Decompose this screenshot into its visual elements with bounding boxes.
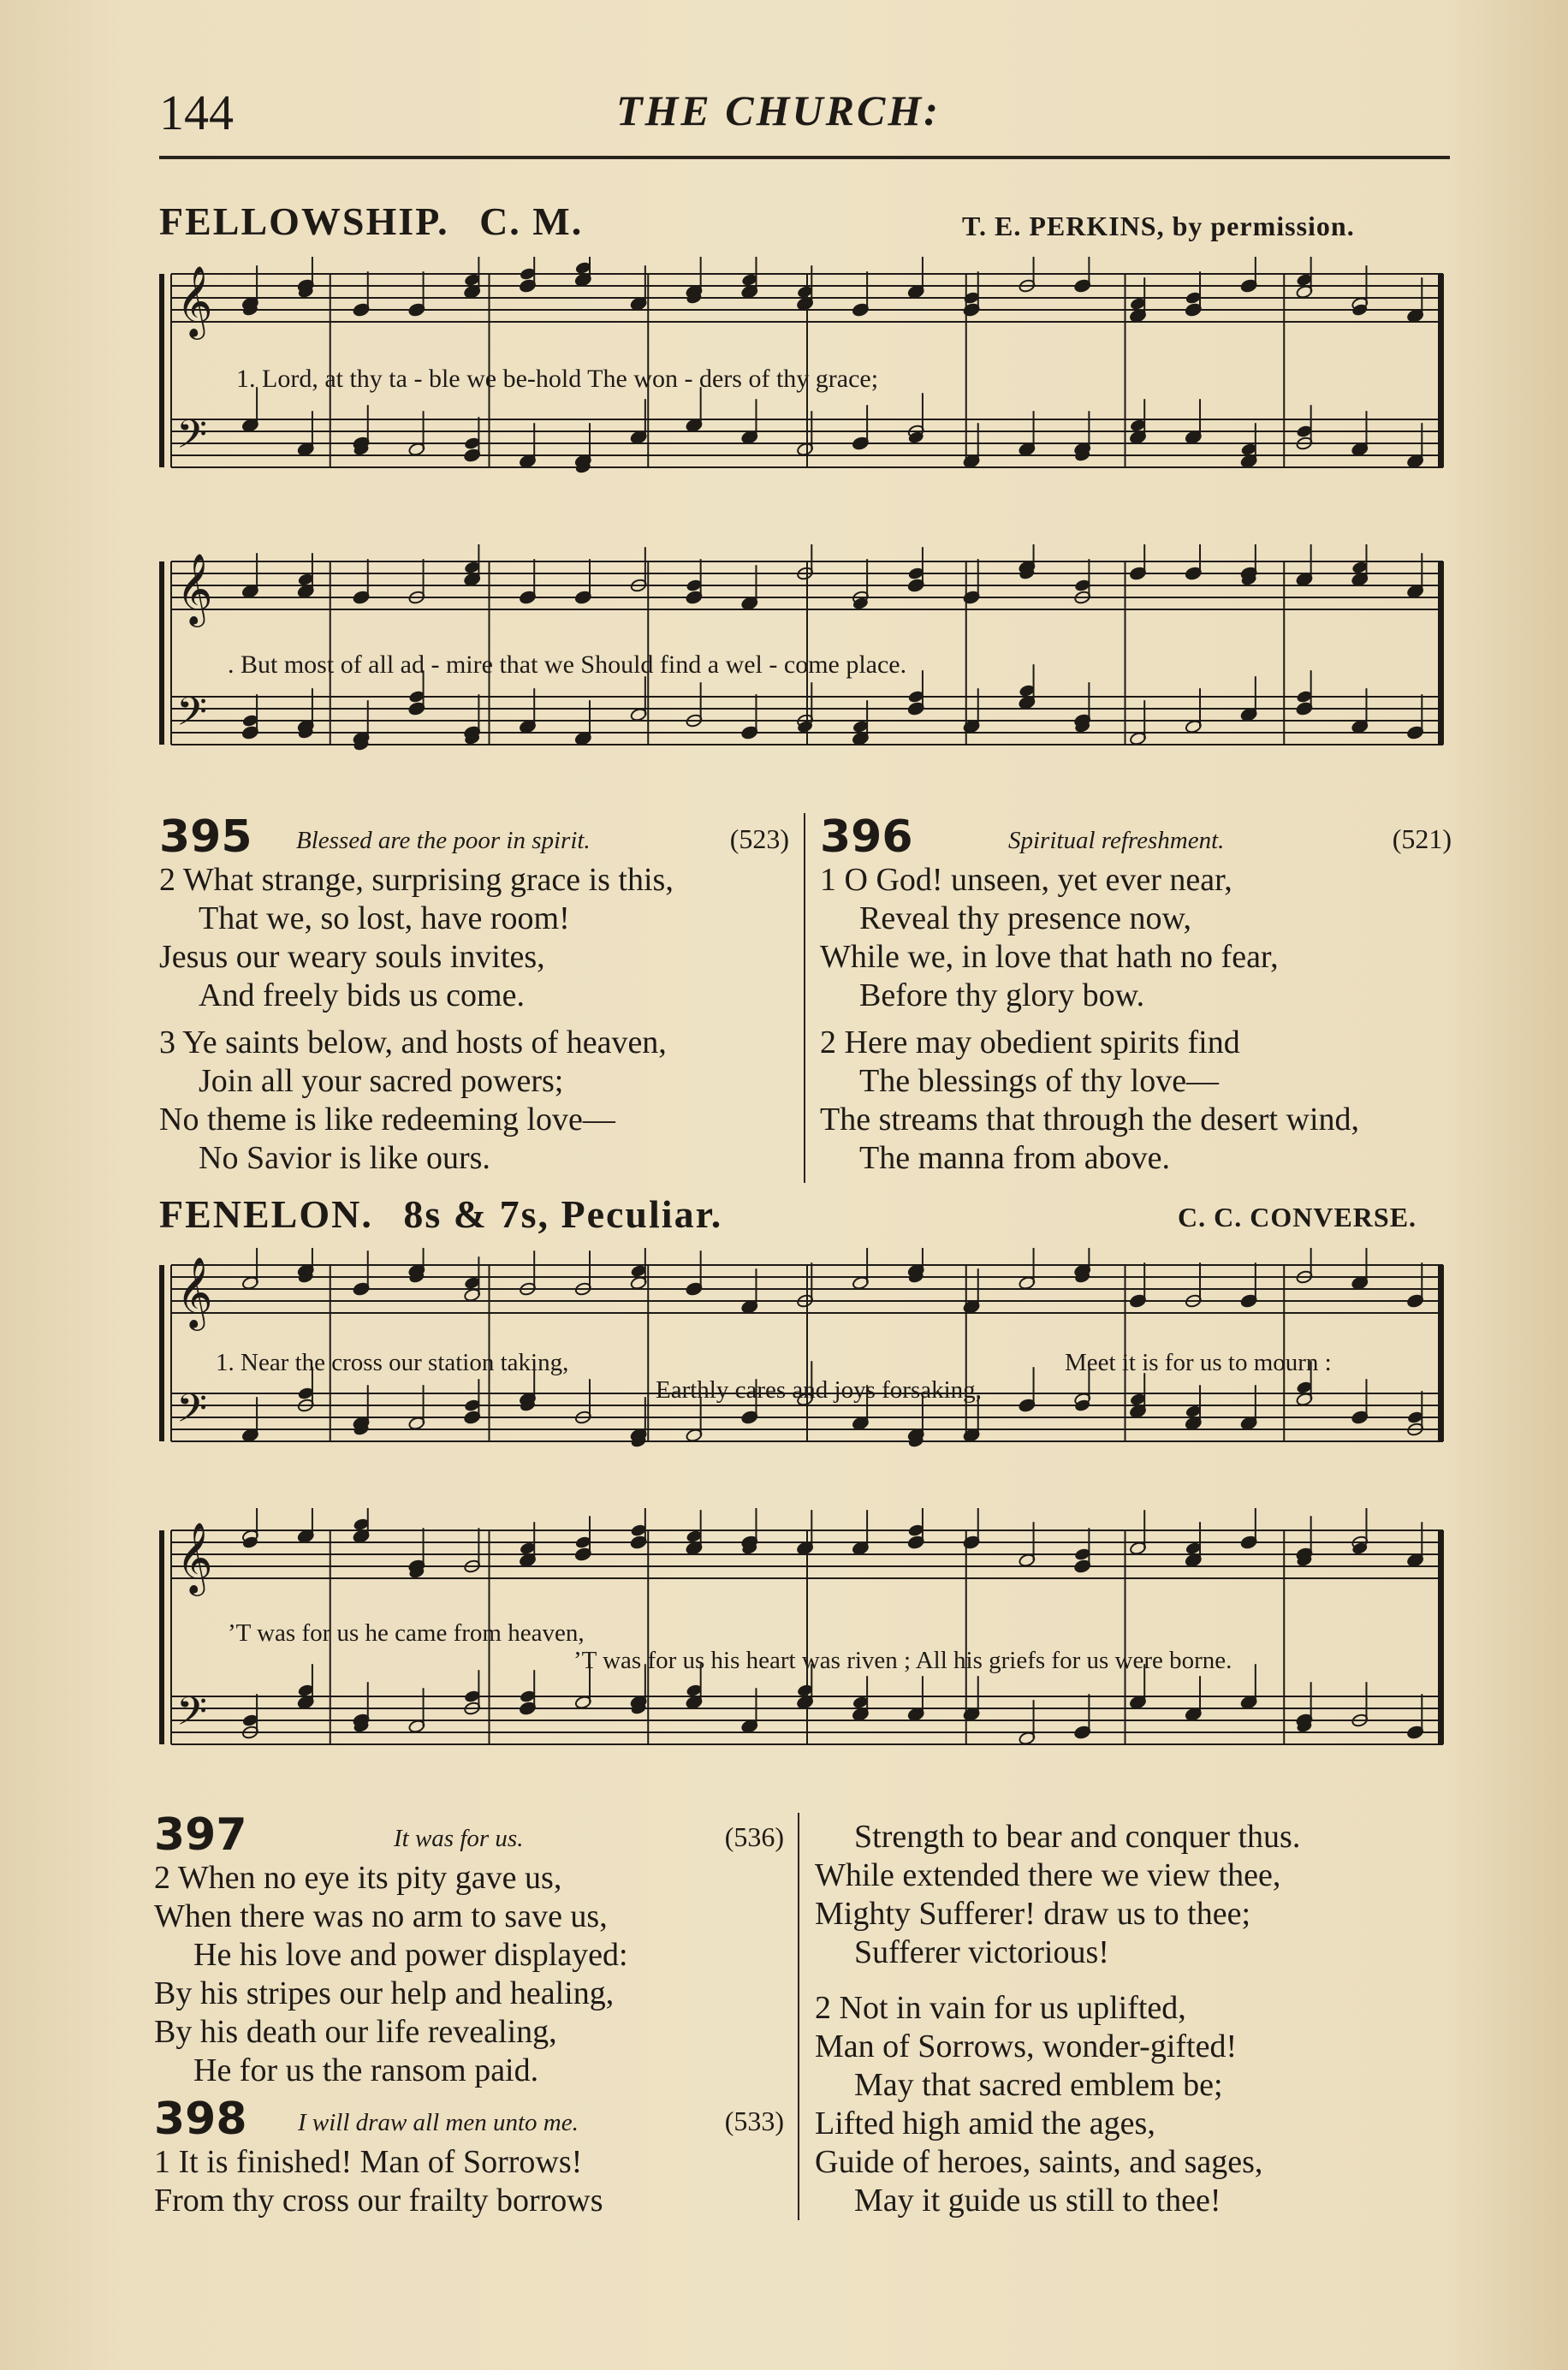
hymn-number: 396 [820,811,913,863]
column-rule [798,1813,799,2220]
tune-composer: T. E. PERKINS, by permission. [962,211,1355,241]
lyric-line: Earthly cares and joys forsaking, [656,1376,982,1404]
hymn-395 [159,811,789,1186]
column-rule [804,813,805,1183]
hymn-reference: (533) [724,2106,784,2136]
tune-name: FELLOWSHIP. [159,199,449,243]
verse-line: 2 What strange, surprising grace is this, [159,862,674,898]
music-system-3 [159,1248,1452,1479]
svg-text:𝄢: 𝄢 [176,1689,208,1744]
hymn-reference: (523) [729,823,789,854]
verse-line: The blessings of thy love— [859,1063,1220,1099]
hymn-subject: Blessed are the poor in spirit. [296,827,591,854]
verse-line: May it guide us still to thee! [854,2183,1221,2219]
verse-line: No theme is like redeeming love— [159,1102,615,1137]
stanza [820,1024,1452,1178]
svg-text:𝄢: 𝄢 [176,412,208,467]
stanza [159,1024,789,1178]
verse-line: While we, in love that hath no fear, [820,939,1279,975]
lyric-line: ’T was for us he came from heaven, [228,1619,585,1647]
tune-meter: 8s & 7s, Peculiar. [403,1192,723,1236]
music-system-2 [159,544,1452,801]
hymn-reference: (521) [1392,823,1452,854]
verse-line: When there was no arm to save us, [154,1898,608,1934]
verse-line: And freely bids us come. [199,977,525,1013]
tune-title-fellowship [159,199,583,244]
header-rule [159,156,1450,159]
verse-line: 2 When no eye its pity gave us, [154,1860,562,1896]
verse-line: 1 It is finished! Man of Sorrows! [154,2144,583,2180]
hymn-number: 395 [159,811,252,863]
lyric-line: 1. Near the cross our station taking, [216,1349,569,1376]
verse-line: Reveal thy presence now, [859,900,1191,936]
running-title: THE CHURCH: [616,86,941,134]
page-number: 144 [159,85,234,140]
stanza [154,1859,784,2090]
hymn-number: 398 [154,2094,247,2145]
hymn-397 [154,1809,784,2099]
verse-line: Guide of heroes, saints, and sages, [815,2144,1263,2180]
stanza [815,1818,1448,1972]
tune-composer: C. C. CONVERSE. [1178,1202,1417,1233]
verse-line: Jesus our weary souls invites, [159,939,545,975]
svg-text:𝄞: 𝄞 [176,552,213,624]
verse-line: Strength to bear and conquer thus. [854,1819,1301,1855]
lyric-line: ’T was for us his heart was riven ; All his griefs for us were borne. [573,1647,1232,1674]
stanza [815,1989,1448,2220]
verse-line: May that sacred emblem be; [854,2067,1223,2103]
svg-text:𝄞: 𝄞 [176,1521,213,1593]
hymn-398-continuation [815,1818,1448,2229]
svg-text:𝄞: 𝄞 [176,264,213,336]
tune-meter: C. M. [479,199,584,243]
music-system-1 [159,257,1452,539]
verse-line: 2 Here may obedient spirits find [820,1025,1240,1060]
verse-line: Join all your sacred powers; [199,1063,564,1099]
verse-line: Sufferer victorious! [854,1934,1109,1970]
verse-line: While extended there we view thee, [815,1857,1281,1893]
lyric-line: 1. Lord, at thy ta - ble we be-hold The won - ders of thy grace; [236,365,879,393]
hymn-subject: I will draw all men unto me. [298,2109,579,2136]
verse-line: That we, so lost, have room! [199,900,570,936]
svg-text:𝄢: 𝄢 [176,689,208,745]
stanza [820,861,1452,1015]
hymn-subject: Spiritual refreshment. [1008,827,1225,854]
lyric-line: Meet it is for us to mourn : [1065,1349,1332,1376]
verse-line: Before thy glory bow. [859,977,1145,1013]
hymn-396 [820,811,1452,1186]
verse-line: Man of Sorrows, wonder-gifted! [815,2028,1238,2064]
tune-name: FENELON. [159,1192,373,1236]
verse-line: The manna from above. [859,1140,1170,1176]
stanza [154,2143,784,2220]
lyric-line: . But most of all ad - mire that we Should find a wel - come place. [228,650,907,679]
hymn-number: 397 [154,1809,247,1861]
verse-line: Lifted high amid the ages, [815,2106,1155,2141]
svg-text:𝄞: 𝄞 [176,1256,213,1328]
verse-line: He for us the ransom paid. [193,2052,539,2088]
svg-text:𝄢: 𝄢 [176,1386,208,1441]
hymn-reference: (536) [724,1821,784,1852]
music-staff-1 [159,257,1452,539]
hymn-subject: It was for us. [394,1825,524,1852]
tune-title-fenelon [159,1191,722,1237]
stanza [159,861,789,1015]
verse-line: Mighty Sufferer! draw us to thee; [815,1896,1251,1932]
verse-line: 2 Not in vain for us uplifted, [815,1990,1186,2026]
verse-line: 3 Ye saints below, and hosts of heaven, [159,1025,667,1060]
verse-line: No Savior is like ours. [199,1140,490,1176]
verse-line: He his love and power displayed: [193,1937,628,1973]
verse-line: By his stripes our help and healing, [154,1975,615,2011]
verse-line: From thy cross our frailty borrows [154,2183,603,2219]
music-system-4 [159,1508,1452,1791]
hymn-398 [154,2094,784,2229]
verse-line: 1 O God! unseen, yet ever near, [820,862,1232,898]
verse-line: The streams that through the desert wind, [820,1102,1360,1137]
verse-line: By his death our life revealing, [154,2014,557,2050]
